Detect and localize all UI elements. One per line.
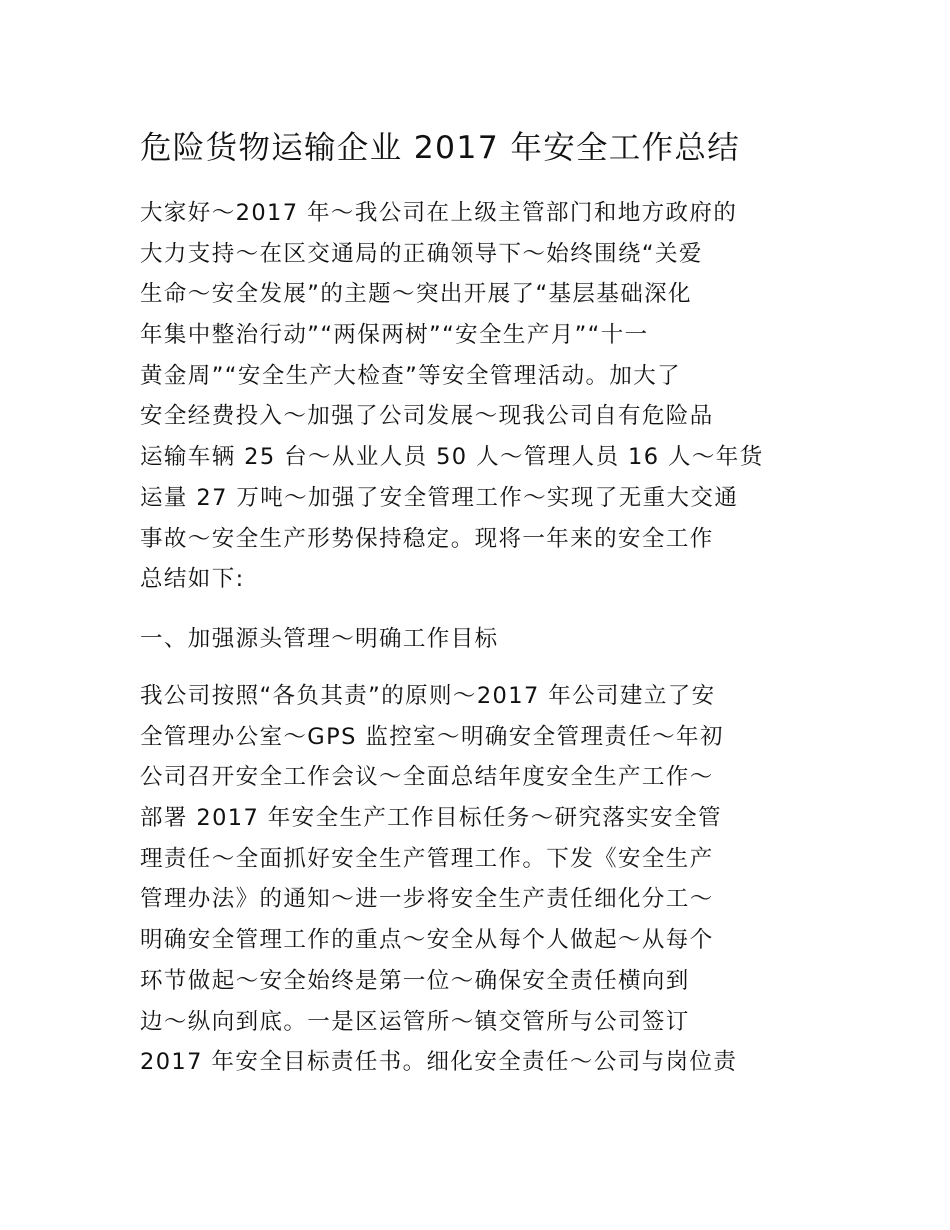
paragraph-line: 部署 2017 年安全生产工作目标任务～研究落实安全管 bbox=[140, 805, 722, 832]
paragraph-line: 大家好～2017 年～我公司在上级主管部门和地方政府的 bbox=[140, 200, 738, 226]
paragraph-line: 环节做起～安全始终是第一位～确保安全责任横向到 bbox=[140, 967, 690, 994]
paragraph-line: 总结如下: bbox=[140, 566, 245, 593]
paragraph-line: 运量 27 万吨～加强了安全管理工作～实现了无重大交通 bbox=[140, 484, 739, 511]
paragraph-line: 黄金周”“安全生产大检查”等安全管理活动。加大了 bbox=[140, 362, 682, 389]
paragraph-line: 公司召开安全工作会议～全面总结年度安全生产工作～ bbox=[140, 764, 714, 791]
paragraph-line: 我公司按照“各负其责”的原则～2017 年公司建立了安 bbox=[140, 683, 716, 709]
section-heading bbox=[140, 619, 499, 660]
paragraph-line: 明确安全管理工作的重点～安全从每个人做起～从每个 bbox=[140, 927, 714, 954]
document-title: 危险货物运输企业 2017 年安全工作总结 bbox=[140, 130, 740, 166]
paragraph-line: 理责任～全面抓好安全生产管理工作。下发《安全生产 bbox=[140, 845, 714, 872]
paragraph-line: 2017 年安全目标责任书。细化安全责任～公司与岗位责 bbox=[140, 1049, 738, 1076]
section-heading-text: 一、加强源头管理～明确工作目标 bbox=[140, 626, 499, 652]
section-paragraph bbox=[140, 676, 737, 1083]
paragraph-line: 边～纵向到底。一是区运管所～镇交管所与公司签订 bbox=[140, 1008, 690, 1035]
intro-paragraph bbox=[140, 193, 764, 600]
paragraph-line: 全管理办公室～GPS 监控室～明确安全管理责任～年初 bbox=[140, 723, 724, 750]
paragraph-line: 事故～安全生产形势保持稳定。现将一年来的安全工作 bbox=[140, 525, 714, 552]
paragraph-line: 生命～安全发展”的主题～突出开展了“基层基础深化 bbox=[140, 281, 692, 308]
paragraph-line: 管理办法》的通知～进一步将安全生产责任细化分工～ bbox=[140, 886, 714, 913]
paragraph-line: 安全经费投入～加强了公司发展～现我公司自有危险品 bbox=[140, 403, 714, 430]
paragraph-line: 大力支持～在区交通局的正确领导下～始终围绕“关爱 bbox=[140, 240, 703, 267]
paragraph-line: 运输车辆 25 台～从业人员 50 人～管理人员 16 人～年货 bbox=[140, 444, 764, 471]
paragraph-line: 年集中整治行动”“两保两树”“安全生产月”“十一 bbox=[140, 322, 649, 349]
